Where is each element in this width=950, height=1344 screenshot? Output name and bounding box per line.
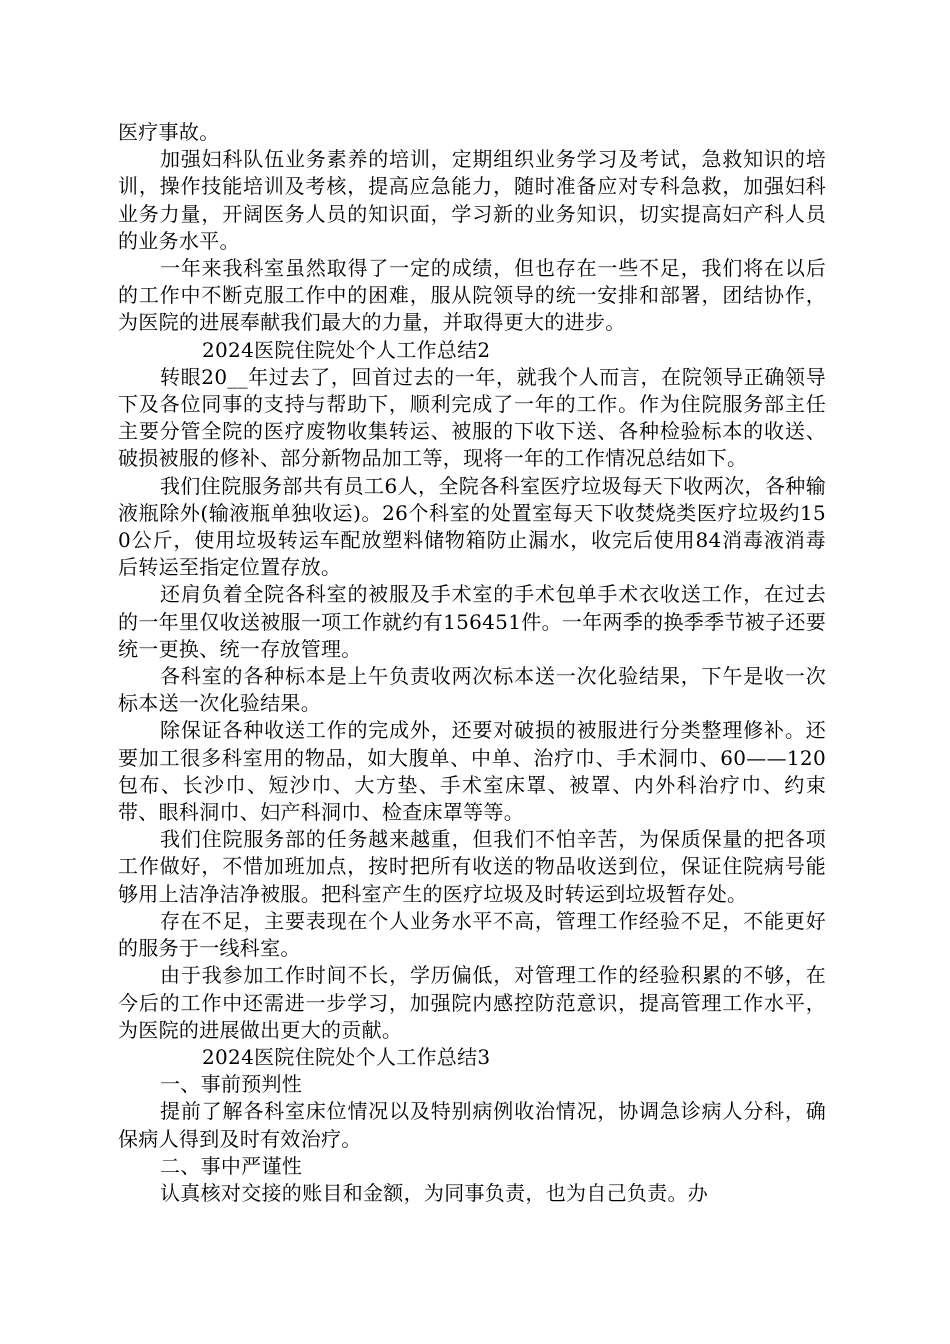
paragraph-gynecology-training: 加强妇科队伍业务素养的培训，定期组织业务学习及考试，急救知识的培训，操作技能培训及考核，提高应急能力，随时准备应对专科急救，加强妇科业务力量，开阔医务人员的知识面，学习新的业务知识，切实提高妇产科人员的业务水平。	[118, 147, 826, 253]
paragraph-workload: 我们住院服务部的任务越来越重，但我们不怕辛苦，为保质保量的把各项工作做好，不惜加班加点，按时把所有收送的物品收送到位，保证住院病号能够用上洁净洁净被服。把科室产生的医疗垃圾及时转运到垃圾暂存处。	[118, 827, 826, 906]
paragraph-intro-2: 转眼20__年过去了，回首过去的一年，就我个人而言，在院领导正确领导下及各位同事的支持与帮助下，顺利完成了一年的工作。作为住院服务部主任主要分管全院的医疗废物收集转运、被服的下收下送、各种检验标本的收送、破损被服的修补、部分新物品加工等，现将一年的工作情况总结如下。	[118, 364, 826, 471]
paragraph-specimens: 各科室的各种标本是上午负责收两次标本送一次化验结果，下午是收一次标本送一次化验结果。	[118, 664, 826, 716]
paragraph-account-check: 认真核对交接的账目和金额，为同事负责，也为自己负责。办	[160, 1180, 709, 1205]
paragraph-year-summary: 一年来我科室虽然取得了一定的成绩，但也存在一些不足，我们将在以后的工作中不断克服工作中的困难，服从院领导的统一安排和部署，团结协作，为医院的进展奉献我们最大的力量，并取得更大的进步。	[118, 256, 826, 335]
paragraph-repairs: 除保证各种收送工作的完成外，还要对破损的被服进行分类整理修补。还要加工很多科室用的物品，如大腹单、中单、治疗巾、手术洞巾、60——120包布、长沙巾、短沙巾、大方垫、手术室床罩、被罩、内外科治疗巾、约束带、眼科洞巾、妇产科洞巾、检查床罩等等。	[118, 718, 826, 825]
paragraph-future: 由于我参加工作时间不长，学历偏低，对管理工作的经验积累的不够，在今后的工作中还需进一步学习，加强院内感控防范意识，提高管理工作水平，为医院的进展做出更大的贡献。	[118, 963, 826, 1042]
document-body	[118, 119, 826, 1207]
paragraph-bed-coordination: 提前了解各科室床位情况以及特别病例收治情况，协调急诊病人分科，确保病人得到及时有效治疗。	[118, 1099, 826, 1151]
paragraph-staff-waste: 我们住院服务部共有员工6人，全院各科室医疗垃圾每天下收两次，各种输液瓶除外(输液瓶单独收运)。26个科室的处置室每天下收焚烧类医疗垃圾约150公斤，使用垃圾转运车配放塑料储物箱防止漏水，收完后使用84消毒液消毒后转运至指定位置存放。	[118, 473, 826, 580]
subheading-rigor: 二、事中严谨性	[160, 1153, 303, 1178]
paragraph-linen-delivery: 还肩负着全院各科室的被服及手术室的手术包单手术衣收送工作，在过去的一年里仅收送被服一项工作就约有156451件。一年两季的换季季节被子还要统一更换、统一存放管理。	[118, 582, 826, 661]
section-heading-2: 2024医院住院处个人工作总结2	[202, 337, 491, 362]
paragraph-shortcomings: 存在不足，主要表现在个人业务水平不高，管理工作经验不足，不能更好的服务于一线科室。	[118, 908, 826, 961]
section-heading-3: 2024医院住院处个人工作总结3	[202, 1044, 491, 1069]
paragraph-continuation: 医疗事故。	[118, 120, 220, 144]
subheading-prejudgment: 一、事前预判性	[160, 1072, 303, 1097]
